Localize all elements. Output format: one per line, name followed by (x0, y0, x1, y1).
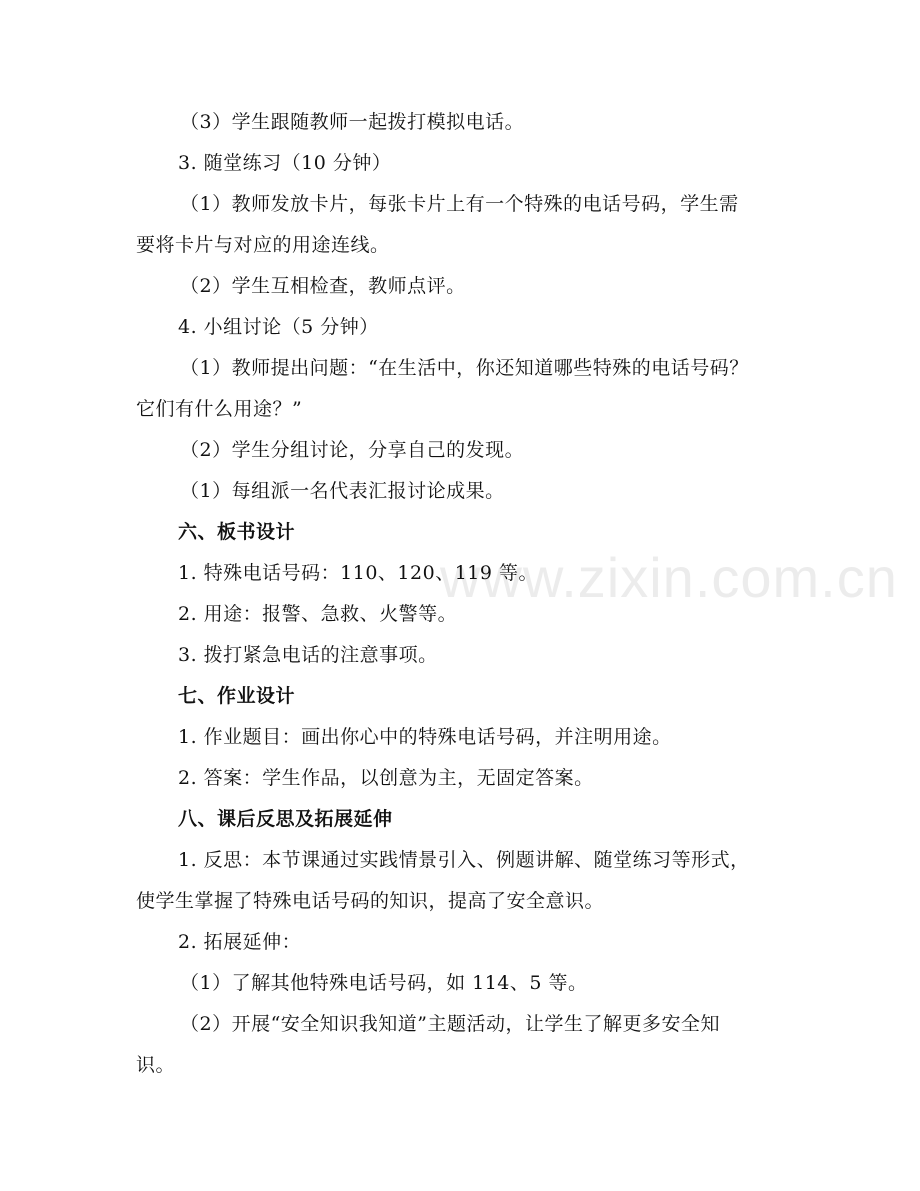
section-heading: 八、课后反思及拓展延伸 (178, 808, 393, 830)
section-heading: 七、作业设计 (178, 685, 296, 707)
text-line: （2）开展“安全知识我知道”主题活动，让学生了解更多安全知 (180, 1013, 721, 1035)
text-line: （1）教师提出问题：“在生活中，你还知道哪些特殊的电话号码？ (180, 357, 749, 379)
text-line: 它们有什么用途？” (136, 398, 303, 420)
list-item: 1. 反思：本节课通过实践情景引入、例题讲解、随堂练习等形式， (178, 849, 750, 871)
section-item: 3. 随堂练习（10 分钟） (178, 152, 392, 174)
text-line: 识。 (136, 1054, 176, 1076)
text-line: （2）学生互相检查，教师点评。 (180, 275, 466, 297)
text-line: （1）教师发放卡片，每张卡片上有一个特殊的电话号码，学生需 (180, 193, 739, 215)
text-line: 使学生掌握了特殊电话号码的知识，提高了安全意识。 (136, 890, 605, 912)
list-item: 1. 特殊电话号码：110、120、119 等。 (178, 562, 539, 584)
text-line: （2）学生分组讨论，分享自己的发现。 (180, 439, 525, 461)
text-line: （1）了解其他特殊电话号码，如 114、5 等。 (180, 972, 588, 994)
section-heading: 六、板书设计 (178, 521, 296, 543)
section-item: 4. 小组讨论（5 分钟） (178, 316, 379, 338)
list-item: 1. 作业题目：画出你心中的特殊电话号码，并注明用途。 (178, 726, 672, 748)
text-line: 要将卡片与对应的用途连线。 (136, 234, 390, 256)
watermark: www.zixin.com.cn (440, 546, 898, 609)
list-item: 3. 拨打紧急电话的注意事项。 (178, 644, 438, 666)
list-item: 2. 答案：学生作品，以创意为主，无固定答案。 (178, 767, 594, 789)
list-item: 2. 用途：报警、急救、火警等。 (178, 603, 458, 625)
list-item: 2. 拓展延伸： (178, 931, 302, 953)
text-line: （1）每组派一名代表汇报讨论成果。 (180, 480, 505, 502)
text-line: （3）学生跟随教师一起拨打模拟电话。 (180, 111, 525, 133)
